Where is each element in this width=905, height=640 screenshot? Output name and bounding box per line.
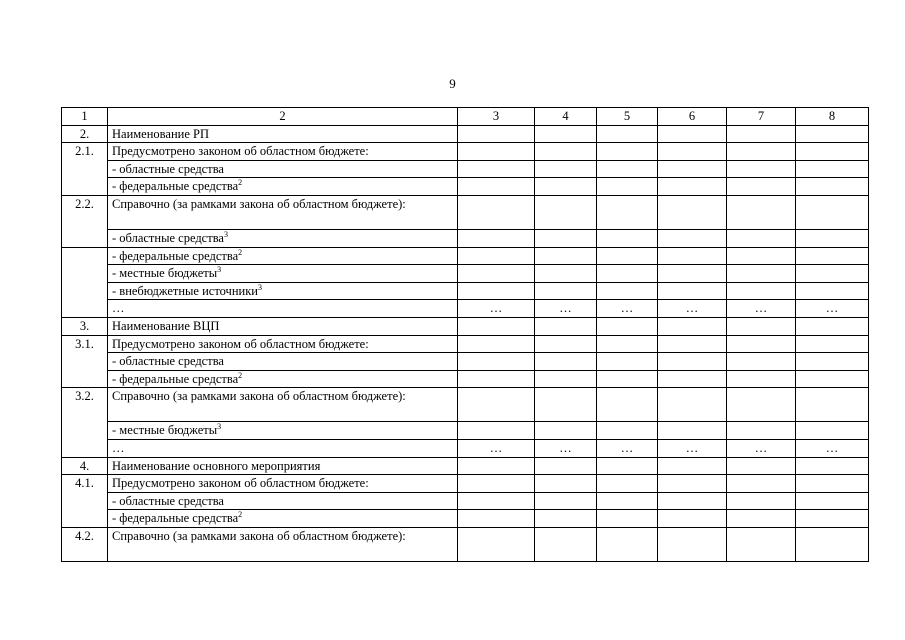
row-title: - областные средства$^3$ [108, 229, 458, 247]
row-number: 3. [62, 317, 108, 335]
row-title: Справочно (за рамками закона об областном бюджете): [108, 527, 458, 561]
row-number: 3.2. [62, 388, 108, 457]
table-row [62, 388, 869, 422]
footnote-mark: 3 [217, 265, 222, 275]
row-title: Наименование РП [108, 125, 458, 143]
footnote-mark: 2 [238, 178, 243, 188]
table-row [62, 229, 869, 247]
row-title: - областные средства [108, 160, 458, 178]
table-row [62, 317, 869, 335]
ellipsis-row [62, 439, 869, 457]
table-row [62, 178, 869, 196]
row-title: Предусмотрено законом об областном бюджете: [108, 143, 458, 161]
table-row [62, 492, 869, 510]
header-col-8: 8 [796, 108, 869, 126]
row-number: 2.2. [62, 195, 108, 247]
ellipsis: … [458, 439, 535, 457]
ellipsis-row [62, 300, 869, 318]
header-col-7: 7 [727, 108, 796, 126]
row-title: - федеральные средства$^2$ [108, 247, 458, 265]
table-row [62, 247, 869, 265]
table-row [62, 370, 869, 388]
row-title: - федеральные средства$^2$ [108, 178, 458, 196]
table-row [62, 160, 869, 178]
ellipsis: … [796, 300, 869, 318]
row-title: - местные бюджеты$^3$ [108, 265, 458, 283]
row-number: 4. [62, 457, 108, 475]
row-number: 4.1. [62, 475, 108, 528]
table-row [62, 335, 869, 353]
row-title: - областные средства [108, 492, 458, 510]
row-title: Предусмотрено законом об областном бюджете: [108, 335, 458, 353]
ellipsis: … [658, 439, 727, 457]
header-col-2: 2 [108, 108, 458, 126]
header-col-6: 6 [658, 108, 727, 126]
ellipsis: … [108, 439, 458, 457]
row-title: Предусмотрено законом об областном бюджете: [108, 475, 458, 493]
table-row [62, 475, 869, 493]
footnote-mark: 3 [223, 229, 228, 239]
header-row [62, 108, 869, 126]
footnote-mark: 3 [257, 282, 262, 292]
row-number: 3.1. [62, 335, 108, 388]
footnote-mark: 3 [217, 422, 222, 432]
ellipsis: … [535, 439, 597, 457]
budget-table [61, 107, 869, 562]
ellipsis: … [597, 300, 658, 318]
footnote-mark: 2 [238, 370, 243, 380]
ellipsis: … [727, 439, 796, 457]
row-title: - местные бюджеты$^3$ [108, 422, 458, 440]
row-number: 2. [62, 125, 108, 143]
row-title: Наименование основного мероприятия [108, 457, 458, 475]
table-row [62, 143, 869, 161]
page-number: 9 [449, 76, 456, 91]
table-row [62, 195, 869, 229]
row-title: - внебюджетные источники$^3$ [108, 282, 458, 300]
row-number: 2.1. [62, 143, 108, 196]
row-number: 4.2. [62, 527, 108, 561]
ellipsis: … [535, 300, 597, 318]
footnote-mark: 2 [238, 510, 243, 520]
ellipsis: … [458, 300, 535, 318]
table-row [62, 125, 869, 143]
row-title: Справочно (за рамками закона об областном бюджете): [108, 195, 458, 229]
row-title: - федеральные средства$^2$ [108, 510, 458, 528]
footnote-mark: 2 [238, 247, 243, 257]
table-row [62, 527, 869, 561]
row-title: Справочно (за рамками закона об областном бюджете): [108, 388, 458, 422]
table-row [62, 422, 869, 440]
header-col-4: 4 [535, 108, 597, 126]
header-col-5: 5 [597, 108, 658, 126]
ellipsis: … [658, 300, 727, 318]
row-title: - федеральные средства$^2$ [108, 370, 458, 388]
table-row [62, 510, 869, 528]
ellipsis: … [108, 300, 458, 318]
ellipsis: … [727, 300, 796, 318]
row-title: - областные средства [108, 353, 458, 371]
ellipsis: … [597, 439, 658, 457]
table-row [62, 282, 869, 300]
row-title: Наименование ВЦП [108, 317, 458, 335]
ellipsis: … [796, 439, 869, 457]
header-col-1: 1 [62, 108, 108, 126]
header-col-3: 3 [458, 108, 535, 126]
table-row [62, 353, 869, 371]
table-row [62, 265, 869, 283]
table-row [62, 457, 869, 475]
